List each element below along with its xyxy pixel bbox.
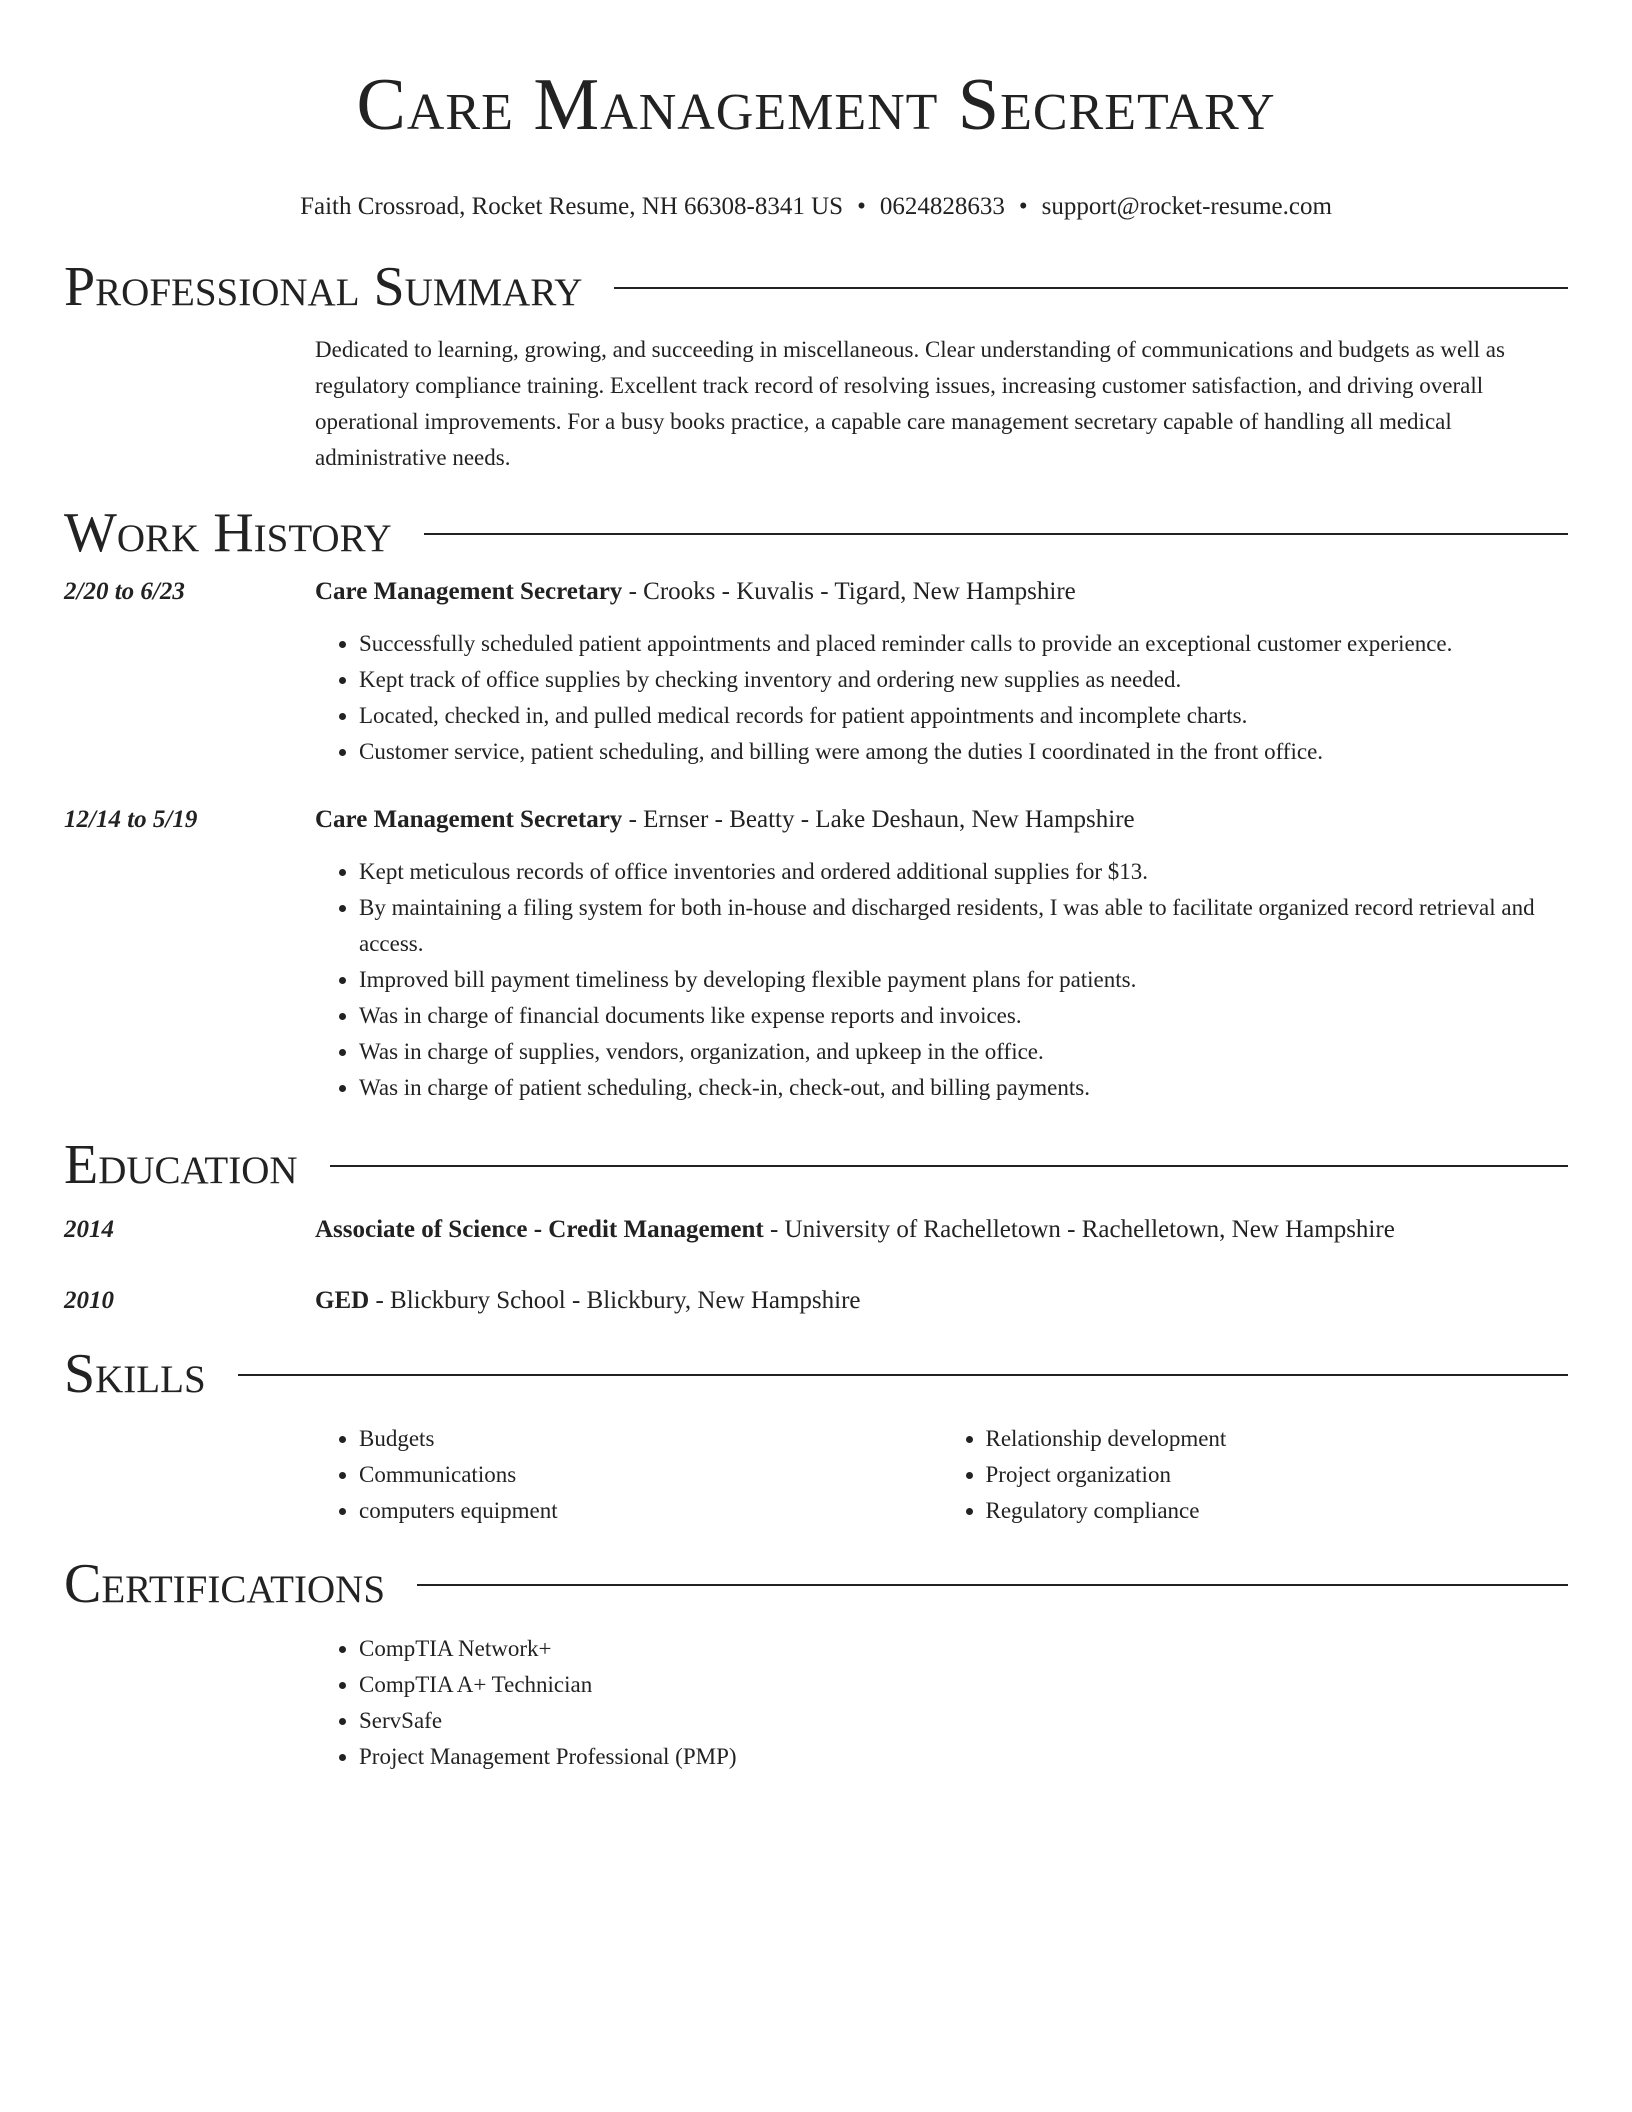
list-item: • Successfully scheduled patient appointments and placed reminder calls to provide an exceptional customer experience. (359, 626, 1568, 662)
job-dates: 2/20 to 6/23 (64, 578, 185, 605)
skills-column-right (942, 1421, 1569, 1529)
job-entry (64, 802, 1568, 1106)
summary-title: Professional Summary (64, 256, 583, 318)
list-item: • Was in charge of patient scheduling, check-in, check-out, and billing payments. (359, 1070, 1568, 1106)
contact-separator: • (1018, 193, 1028, 220)
list-item: • computers equipment (359, 1493, 942, 1529)
work-history-title: Work History (64, 502, 392, 564)
certifications-list (315, 1631, 1568, 1775)
list-item: • Project Management Professional (PMP) (359, 1739, 1568, 1775)
contact-line (64, 192, 1568, 222)
education-detail (315, 1283, 1568, 1319)
education-year: 2014 (64, 1216, 114, 1243)
contact-separator: • (857, 193, 866, 220)
skills-heading (64, 1343, 1568, 1405)
job-bullets (315, 854, 1568, 1106)
list-item: • Kept track of office supplies by checking inventory and ordering new supplies as needed. (359, 662, 1568, 698)
contact-address: Faith Crossroad, Rocket Resume, NH 66308-8341 US (300, 193, 844, 220)
section-divider (417, 1584, 1568, 1586)
education-school: - Blickbury School - Blickbury, New Hampshire (369, 1287, 861, 1314)
education-entry (64, 1212, 1568, 1248)
job-dates: 12/14 to 5/19 (64, 806, 198, 833)
list-item: • Was in charge of supplies, vendors, organization, and upkeep in the office. (359, 1034, 1568, 1070)
education-degree: GED (315, 1287, 370, 1314)
list-item: • Communications (359, 1457, 942, 1493)
skills-column-left (315, 1421, 942, 1529)
list-item: • By maintaining a filing system for both in-house and discharged residents, I was able to facilitate organized record retrieval and access. (359, 890, 1568, 962)
list-item: • Project organization (986, 1457, 1569, 1493)
section-divider (424, 533, 1568, 535)
resume-page (64, 0, 1568, 1775)
contact-email: support@rocket-resume.com (1041, 193, 1332, 220)
education-school: - University of Rachelletown - Rachelletown, New Hampshire (763, 1216, 1395, 1243)
section-divider (330, 1165, 1568, 1167)
job-entry (64, 574, 1568, 770)
list-item: • Was in charge of financial documents like expense reports and invoices. (359, 998, 1568, 1034)
list-item: • Located, checked in, and pulled medical records for patient appointments and incomplete charts. (359, 698, 1568, 734)
job-role: Care Management Secretary (315, 578, 623, 605)
education-degree: Associate of Science - Credit Management (315, 1216, 764, 1243)
list-item: • Customer service, patient scheduling, and billing were among the duties I coordinated in the front office. (359, 734, 1568, 770)
list-item: • Budgets (359, 1421, 942, 1457)
list-item: • CompTIA A+ Technician (359, 1667, 1568, 1703)
list-item: • ServSafe (359, 1703, 1568, 1739)
skills-title: Skills (64, 1343, 206, 1405)
list-item: • CompTIA Network+ (359, 1631, 1568, 1667)
education-year: 2010 (64, 1287, 114, 1314)
work-history-heading (64, 502, 1568, 564)
list-item: • Relationship development (986, 1421, 1569, 1457)
education-detail (315, 1212, 1568, 1248)
job-employer: - Ernser - Beatty - Lake Deshaun, New Hampshire (622, 806, 1135, 833)
contact-phone: 0624828633 (879, 193, 1005, 220)
skills-list (315, 1421, 1568, 1529)
section-divider (614, 287, 1568, 289)
education-entry (64, 1283, 1568, 1319)
certifications-title: Certifications (64, 1553, 386, 1615)
job-bullets (315, 626, 1568, 770)
education-title: Education (64, 1134, 298, 1196)
job-heading (315, 802, 1568, 838)
certifications-heading (64, 1553, 1568, 1615)
list-item: • Kept meticulous records of office inventories and ordered additional supplies for $13. (359, 854, 1568, 890)
candidate-name: Care Management Secretary (356, 64, 1276, 146)
job-employer: - Crooks - Kuvalis - Tigard, New Hampshire (622, 578, 1076, 605)
section-divider (238, 1374, 1568, 1376)
job-heading (315, 574, 1568, 610)
list-item: • Improved bill payment timeliness by developing flexible payment plans for patients. (359, 962, 1568, 998)
education-heading (64, 1134, 1568, 1196)
summary-heading (64, 256, 1568, 318)
list-item: • Regulatory compliance (986, 1493, 1569, 1529)
job-role: Care Management Secretary (315, 806, 623, 833)
summary-text: Dedicated to learning, growing, and succeeding in miscellaneous. Clear understanding of communications and budgets as well as regulatory compliance training. Excellent track record of resolving issues, increasing customer satisfaction, and driving overall operational improvements. For a busy books practice, a capable care management secretary capable of handling all medical administrative needs. (315, 337, 1505, 470)
